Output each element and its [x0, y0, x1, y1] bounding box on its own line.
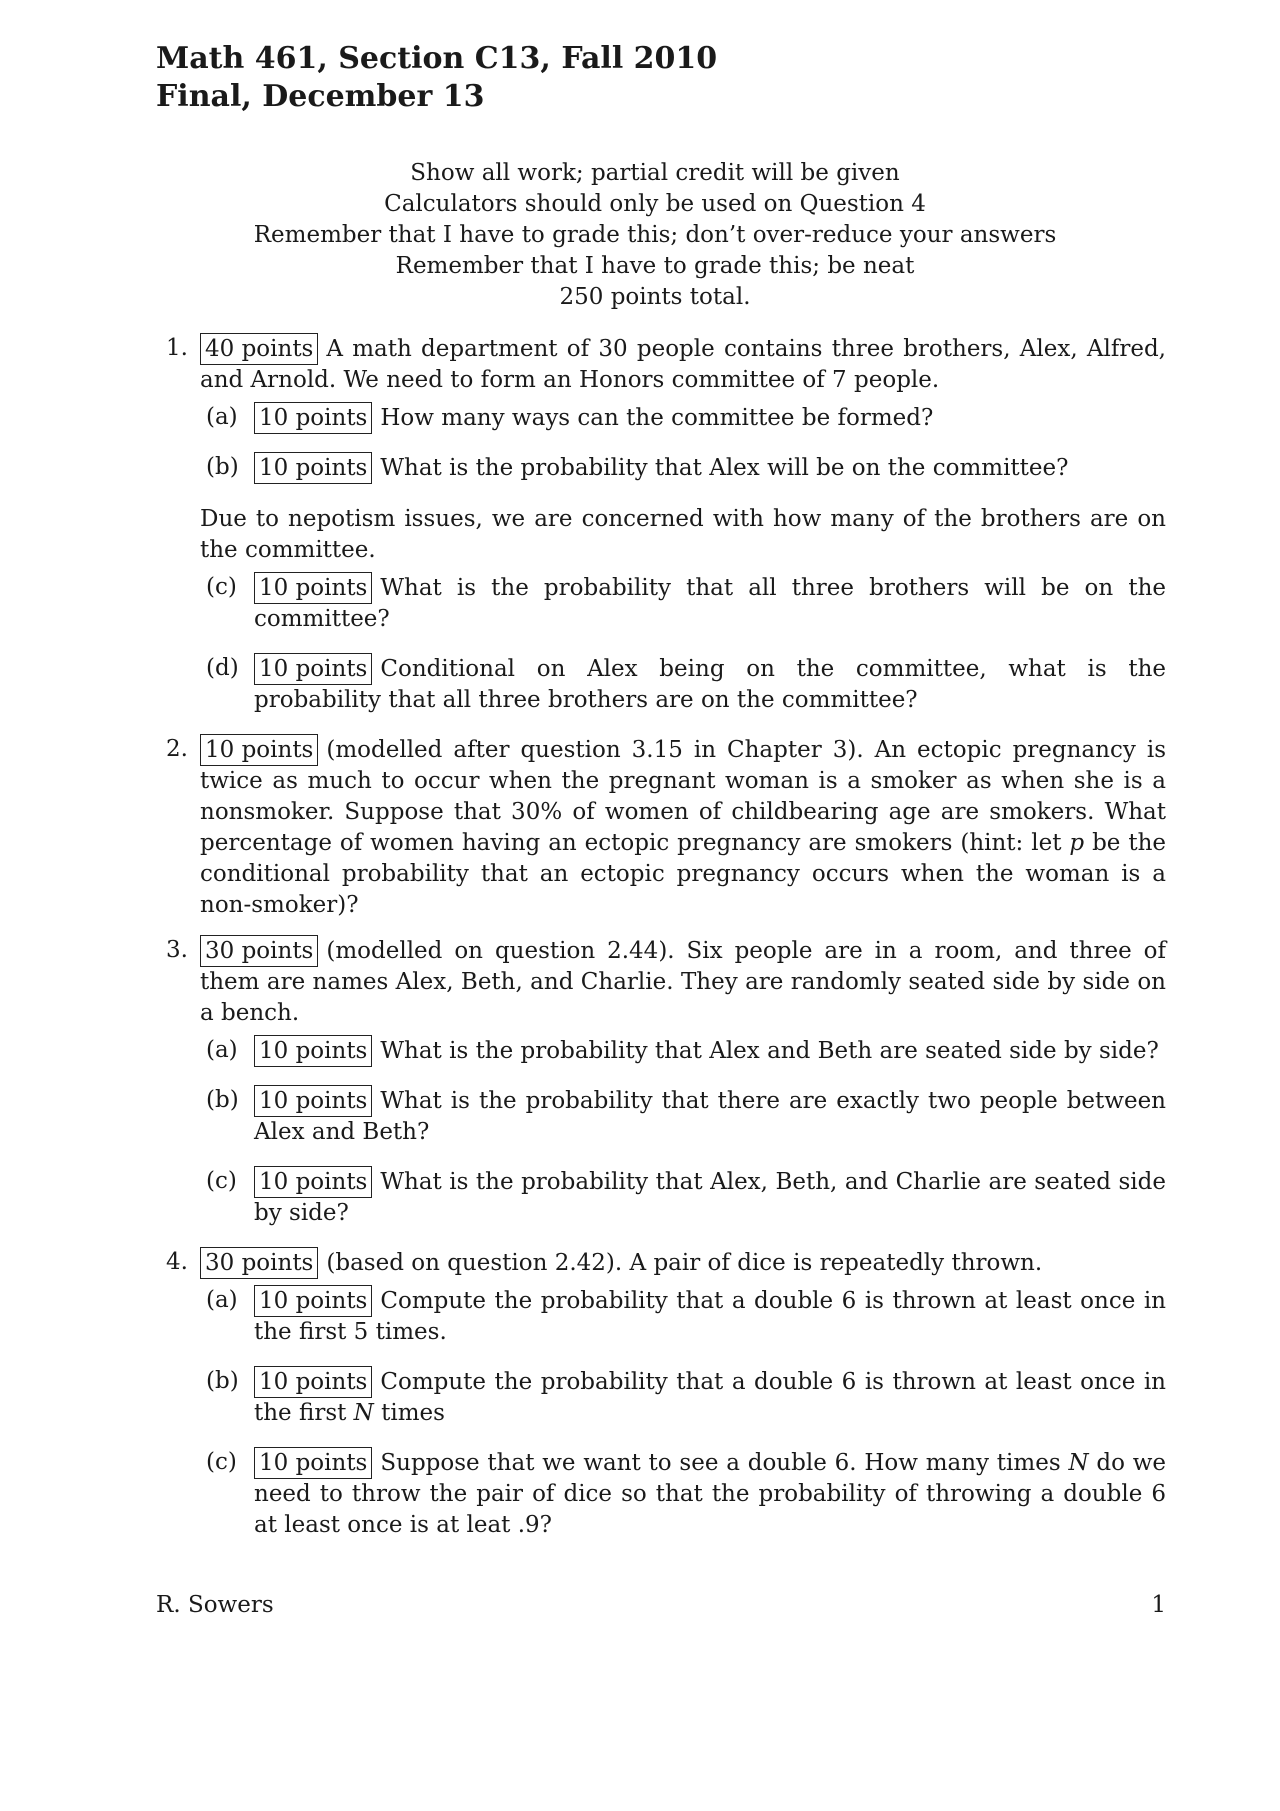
question-number: 1. [166, 335, 188, 361]
points-box: 10 points [254, 1285, 372, 1317]
part-label: (b) [206, 1368, 239, 1394]
exam-title: Final, December 13 [156, 79, 485, 114]
question-4 [156, 1247, 1166, 1541]
part-text: What is the probability that Alex, Beth, and Charlie are seated side by side? [254, 1169, 1166, 1226]
points-box: 10 points [254, 1085, 372, 1117]
instructions [0, 158, 1280, 313]
part-text: What is the probability that all three brothers will be on the committee? [254, 575, 1166, 632]
part-text: Compute the probability that a double 6 is thrown at least once in the first 5 times. [254, 1288, 1166, 1345]
part-text: Conditional on Alex being on the committee, what is the probability that all three brothers are on the committee? [254, 656, 1166, 713]
question-text: (modelled on question 2.44). Six people are in a room, and three of them are names Alex, Beth, and Charlie. They are randomly seated side by side on a bench. [200, 938, 1166, 1026]
part-label: (a) [206, 404, 238, 430]
instruction-line: Calculators should only be used on Question 4 [384, 191, 926, 217]
question-part [200, 1166, 1166, 1229]
part-label: (a) [206, 1037, 238, 1063]
context-paragraph: Due to nepotism issues, we are concerned with how many of the brothers are on the committee. [200, 506, 1166, 563]
question-text: (modelled after question 3.15 in Chapter 3). An ectopic pregnancy is twice as much to occur when the pregnant woman is a smoker as when she is a nonsmoker. Suppose that 30% of women of childbearing age are smokers. What percentage of women having an ectopic pregnancy are smokers (hint: let [200, 737, 1166, 856]
part-label: (b) [206, 454, 239, 480]
part-label: (b) [206, 1087, 239, 1113]
points-box: 30 points [200, 935, 318, 967]
part-text: times [381, 1400, 445, 1426]
points-box: 10 points [254, 1447, 372, 1479]
part-label: (d) [206, 655, 239, 681]
question-part [200, 1447, 1166, 1541]
points-box: 10 points [254, 402, 372, 434]
page-footer [156, 1590, 1166, 1621]
page-number: 1 [1151, 1592, 1166, 1618]
points-box: 10 points [254, 1035, 372, 1067]
part-text: What is the probability that Alex and Beth are seated side by side? [380, 1038, 1159, 1064]
course-title: Math 461, Section C13, Fall 2010 [156, 41, 718, 76]
part-text: How many ways can the committee be formed? [380, 405, 934, 431]
part-text: What is the probability that there are exactly two people between Alex and Beth? [254, 1088, 1166, 1145]
points-box: 30 points [200, 1247, 318, 1279]
question-number: 3. [166, 937, 188, 963]
math-variable: N [353, 1400, 374, 1426]
question-number: 2. [166, 736, 188, 762]
question-2 [156, 734, 1166, 921]
part-label: (c) [206, 574, 237, 600]
question-part [200, 402, 1166, 434]
question-text: (based on question 2.42). A pair of dice is repeatedly thrown. [326, 1250, 1043, 1276]
part-text: What is the probability that Alex will be on the committee? [380, 455, 1069, 481]
question-1 [156, 333, 1166, 716]
instruction-line: Remember that I have to grade this; be neat [395, 253, 915, 279]
points-box: 40 points [200, 333, 318, 365]
points-box: 10 points [254, 452, 372, 484]
page-header [156, 40, 717, 116]
part-label: (c) [206, 1168, 237, 1194]
question-part [200, 653, 1166, 716]
part-label: (c) [206, 1449, 237, 1475]
part-text: Compute the probability that a double 6 is thrown at least once in the first [254, 1369, 1166, 1426]
points-box: 10 points [254, 1366, 372, 1398]
question-number: 4. [166, 1249, 188, 1275]
math-variable: N [1068, 1450, 1089, 1476]
points-box: 10 points [254, 653, 372, 685]
part-text: do we need to throw the pair of dice so that the probability of throwing a double 6 at least once is at leat .9? [254, 1450, 1167, 1538]
math-variable: p [1069, 830, 1085, 856]
author-name: R. Sowers [156, 1592, 274, 1618]
question-3 [156, 935, 1166, 1229]
question-part [200, 452, 1166, 484]
question-part [200, 1085, 1166, 1148]
question-list [156, 333, 1166, 1559]
points-box: 10 points [200, 734, 318, 766]
part-label: (a) [206, 1287, 238, 1313]
instruction-line: 250 points total. [559, 284, 751, 310]
points-box: 10 points [254, 572, 372, 604]
question-part [200, 1285, 1166, 1348]
instruction-line: Remember that I have to grade this; don’t over-reduce your answers [253, 222, 1057, 248]
instruction-line: Show all work; partial credit will be given [410, 160, 900, 186]
question-part [200, 1035, 1166, 1067]
part-text: Suppose that we want to see a double 6. How many times [380, 1450, 1061, 1476]
question-part [200, 1366, 1166, 1429]
question-text: be the conditional probability that an ectopic pregnancy occurs when the woman is a non-smoker)? [200, 830, 1166, 918]
question-text: A math department of 30 people contains three brothers, Alex, Alfred, and Arnold. We need to form an Honors committee of 7 people. [200, 336, 1166, 393]
points-box: 10 points [254, 1166, 372, 1198]
question-part [200, 572, 1166, 635]
